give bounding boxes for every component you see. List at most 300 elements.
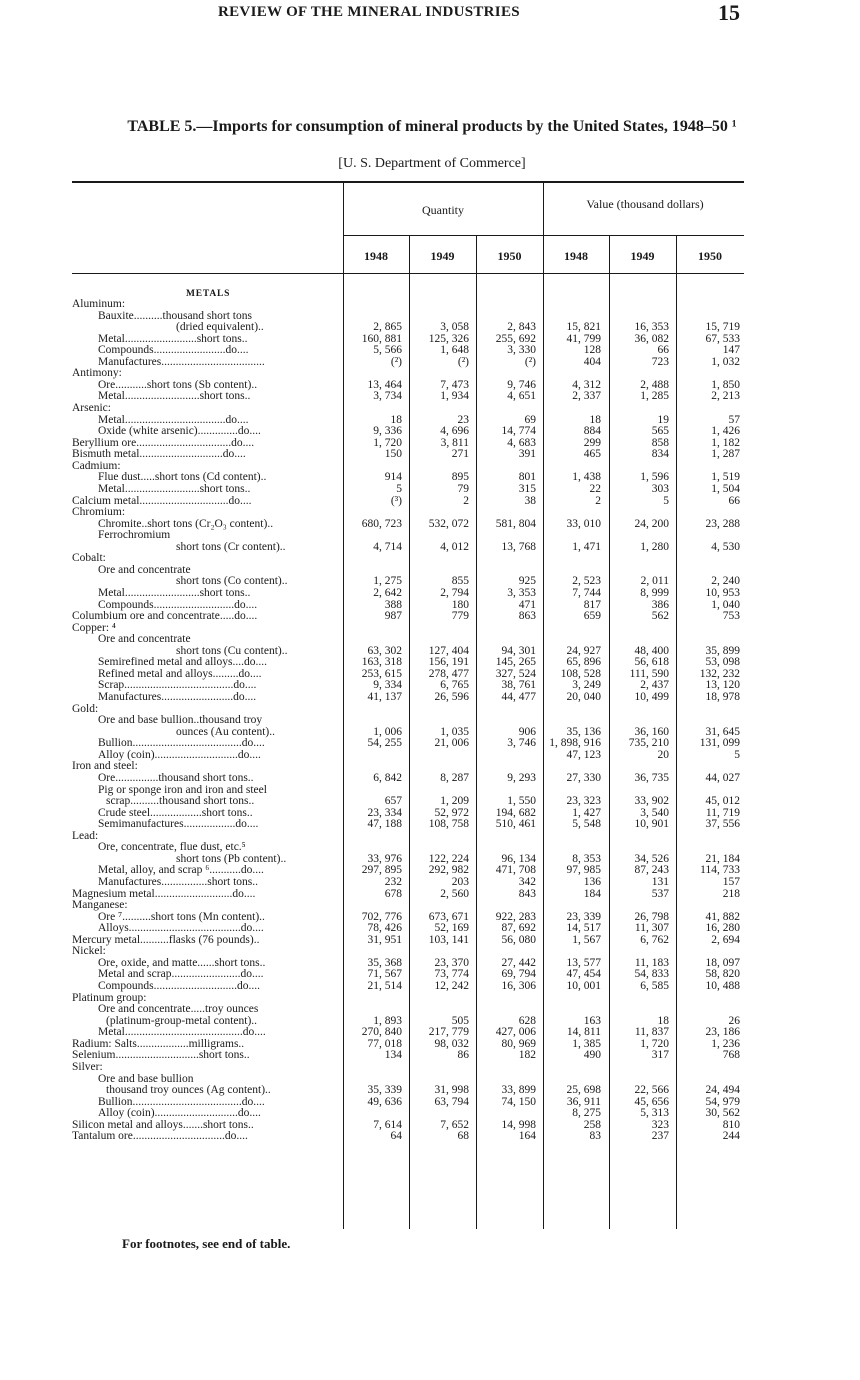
cell-value: 134 [384,1049,402,1062]
cell-value: 21, 514 [367,980,402,993]
cell-value: 15, 821 [566,321,601,334]
cell-value: 659 [583,610,601,623]
cell-value: 87, 692 [501,922,536,935]
cell-value: 2 [463,494,469,507]
row-label: Chromium: [72,507,126,519]
row-label: Bauxite..........thousand short tons [98,310,252,322]
cell-value: 54, 979 [705,1095,740,1108]
row-label: Flue dust.....short tons (Cd content).. [98,472,267,484]
cell-value: 1, 471 [572,540,601,553]
cell-value: 271 [451,448,469,461]
cell-value: 66 [728,494,740,507]
section-label: METALS [186,289,231,299]
cell-value: 27, 442 [501,956,536,969]
row-label: Selenium.............................short tons.. [72,1050,250,1062]
cell-value: 36, 735 [634,771,669,784]
table-row [72,1108,744,1120]
cell-value: 33, 976 [367,852,402,865]
cell-value: 678 [384,887,402,900]
table-row [72,611,744,623]
cell-value: 1, 596 [640,471,669,484]
row-label: scrap..........thousand short tons.. [106,796,255,808]
cell-value: 35, 136 [566,725,601,738]
cell-value: 23, 288 [705,517,740,530]
row-label: Ore...........short tons (Sb content).. [98,379,258,391]
cell-value: 11, 837 [634,1026,669,1039]
cell-value: 1, 182 [711,436,740,449]
cell-value: 33, 899 [501,1084,536,1097]
cell-value: 810 [722,1118,740,1131]
table-row [72,634,744,646]
cell-value: 801 [518,471,536,484]
cell-value: 427, 006 [495,1026,536,1039]
cell-value: 131 [651,876,669,888]
table-row [72,357,744,369]
row-label: Ore ⁷..........short tons (Mn content).. [98,911,265,923]
cell-value: 78, 426 [367,922,402,935]
cell-value: 3, 353 [507,587,536,599]
cell-value: 21, 006 [434,737,469,750]
cell-value: 297, 895 [361,864,402,877]
row-label: short tons (Co content).. [176,576,288,588]
cell-value: 2, 794 [440,587,469,599]
cell-value: 855 [451,575,469,588]
cell-value: 13, 120 [705,679,740,692]
row-label: Silver: [72,1061,103,1073]
cell-value: 147 [722,344,740,357]
cell-value: 2, 523 [572,575,601,588]
table-row [72,1131,744,1143]
cell-value: 8, 353 [572,852,601,865]
cell-value: 843 [518,887,536,900]
cell-value: 47, 188 [367,818,402,831]
cell-value: 895 [451,471,469,484]
table-row [72,588,744,600]
row-label: Compounds.............................do.... [98,981,260,993]
cell-value: 163 [583,1014,601,1027]
cell-value: 37, 556 [705,818,740,831]
cell-value: 1, 275 [373,575,402,588]
cell-value: 94, 301 [501,644,536,657]
cell-value: 18, 978 [705,691,740,704]
cell-value: 6, 585 [640,980,669,993]
cell-value: 323 [651,1118,669,1131]
row-label: Ferrochromium [98,530,171,542]
cell-value: 114, 733 [700,864,740,877]
cell-value: 194, 682 [495,806,536,819]
cell-value: 24, 200 [634,517,669,530]
table-row [72,889,744,901]
row-label: Silicon metal and alloys.......short tons.. [72,1119,254,1131]
quantity-header: Quantity [422,203,464,217]
cell-value: 125, 326 [428,332,469,345]
cell-value: 35, 899 [705,644,740,657]
cell-value: 232 [384,876,402,888]
table-row [72,900,744,912]
row-label: (dried equivalent).. [176,322,264,334]
row-label: Manufactures.................................... [98,356,265,368]
cell-value: 673, 671 [428,910,469,923]
cell-value: 36, 160 [634,725,669,738]
row-label: Manufactures................short tons.. [98,877,259,888]
cell-value: 858 [651,436,669,449]
row-label: Metal and scrap........................do.... [98,969,264,981]
cell-value: 145, 265 [495,656,536,669]
cell-value: 83 [589,1130,601,1143]
cell-value: 74, 150 [501,1095,536,1108]
cell-value: 69, 794 [501,968,536,981]
table-row [72,831,744,843]
cell-value: 10, 953 [705,587,740,599]
table-row [72,1050,744,1062]
table-row [72,553,744,565]
row-label: Arsenic: [72,403,111,415]
cell-value: 45, 012 [705,795,740,808]
year-header: 1948 [364,249,388,263]
cell-value: 20, 040 [566,691,601,704]
cell-value: 1, 006 [373,725,402,738]
cell-value: 54, 255 [367,737,402,750]
value-header: Value (thousand dollars) [586,197,704,211]
year-header: 1950 [698,249,722,263]
row-label: Magnesium metal...........................do.... [72,888,256,900]
year-header: 1949 [430,249,455,263]
cell-value: 14, 998 [501,1118,536,1131]
row-label: Semirefined metal and alloys....do.... [98,657,267,669]
cell-value: 1, 427 [572,806,601,819]
cell-value: 1, 720 [640,1037,669,1050]
table-row [72,496,744,508]
table-row [72,322,744,334]
footnote-reference: For footnotes, see end of table. [122,1236,291,1251]
cell-value: 1, 035 [440,725,469,738]
cell-value: 47, 454 [566,968,601,981]
cell-value: 127, 404 [428,644,469,657]
cell-value: 388 [384,598,402,611]
cell-value: 1, 648 [440,344,469,357]
cell-value: 505 [451,1014,469,1027]
row-label: Antimony: [72,368,122,380]
row-label: Calcium metal...............................do.... [72,495,252,507]
table-row [72,865,744,877]
row-label: Alloys.......................................do.... [98,923,264,935]
cell-value: 9, 336 [373,425,402,438]
cell-value: 218 [722,887,740,900]
cell-value: 779 [451,610,469,623]
table-row [72,692,744,704]
cell-value: 1, 285 [640,390,669,403]
cell-value: 18 [390,413,402,426]
cell-value: 9, 334 [373,679,402,692]
cell-value: 258 [583,1118,601,1131]
row-label: Oxide (white arsenic)..............do.... [98,426,261,438]
cell-value: 4, 530 [711,540,740,553]
cell-value: 3, 058 [440,321,469,334]
cell-value: 2 [595,494,601,507]
row-label: Metal..........................short tons.. [98,483,251,495]
cell-value: 98, 032 [434,1037,469,1050]
table-row [72,403,744,415]
cell-value: 11, 307 [634,922,669,935]
row-label: Metal..........................short tons.. [98,588,251,599]
cell-value: 180 [451,598,469,611]
cell-value: 80, 969 [501,1037,536,1050]
table-row [72,738,744,750]
table-row [72,519,744,531]
cell-value: 16, 280 [705,922,740,935]
table-row [72,1039,744,1051]
row-label: short tons (Cr content).. [176,541,286,553]
cell-value: 13, 464 [367,378,402,391]
cell-value: 136 [583,876,601,888]
cell-value: 66 [657,344,669,357]
row-label: Iron and steel: [72,761,138,773]
cell-value: 3, 746 [507,737,536,750]
row-label: Bullion......................................do.... [98,1096,265,1108]
cell-value: 56, 618 [634,656,669,669]
cell-value: 21, 184 [705,852,740,865]
row-label: thousand troy ounces (Ag content).. [106,1085,271,1097]
table-title: TABLE 5.—Imports for consumption of mineral products by the United States, 1948–50 ¹ [127,118,737,135]
cell-value: 1, 720 [373,436,402,449]
cell-value: 735, 210 [628,737,669,750]
table-row [72,472,744,484]
table-row [72,426,744,438]
cell-value: 24, 494 [705,1084,740,1097]
cell-value: 3, 811 [440,436,469,449]
cell-value: 11, 183 [634,956,669,969]
cell-value: 30, 562 [705,1107,740,1120]
cell-value: 3, 330 [507,344,536,357]
row-label: Tantalum ore................................do.... [72,1131,248,1143]
table-row [72,796,744,808]
year-header: 1950 [497,249,522,263]
cell-value: 1, 438 [572,471,601,484]
cell-value: 914 [384,471,402,484]
cell-value: 2, 560 [440,887,469,900]
row-label: Ore and concentrate [98,634,191,646]
cell-value: 6, 842 [373,771,402,784]
cell-value: 253, 615 [361,667,402,680]
cell-value: 922, 283 [495,910,536,923]
row-label: Chromite..short tons (Cr₂O₃ content).. [98,518,274,530]
cell-value: 41, 137 [367,691,402,704]
cell-value: 11, 719 [705,806,740,819]
cell-value: 2, 865 [373,321,402,334]
table-row [72,623,744,635]
cell-value: 23, 186 [705,1026,740,1039]
cell-value: 68 [457,1130,469,1143]
cell-value: 471 [518,598,536,611]
table-row [72,1120,744,1132]
table-row [72,415,744,427]
cell-value: 97, 985 [566,864,601,877]
cell-value: 1, 934 [440,390,469,403]
cell-value: 3, 249 [572,679,601,692]
cell-value: 184 [583,887,601,900]
cell-value: 562 [651,610,669,623]
row-label: Gold: [72,703,99,715]
cell-value: 278, 477 [428,667,469,680]
cell-value: 65, 896 [566,656,601,669]
cell-value: 5 [663,494,669,507]
table-row [72,923,744,935]
cell-value: 1, 280 [640,540,669,553]
cell-value: 10, 001 [566,980,601,993]
cell-value: 10, 499 [634,691,669,704]
cell-value: 1, 550 [507,795,536,808]
cell-value: 41, 799 [566,332,601,345]
cell-value: 925 [518,575,536,588]
row-label: Bullion......................................do.... [98,738,265,750]
cell-value: 1, 567 [572,933,601,946]
cell-value: 57 [728,413,740,426]
cell-value: 4, 696 [440,425,469,438]
cell-value: 36, 911 [566,1095,601,1108]
cell-value: 41, 882 [705,910,740,923]
cell-value: 299 [583,436,601,449]
cell-value: 160, 881 [361,332,402,345]
cell-value: 834 [651,448,669,461]
row-label: Metal, alloy, and scrap ⁶...........do.... [98,865,264,877]
cell-value: 1, 209 [440,795,469,808]
table-row [72,1004,744,1016]
row-label: ounces (Au content).. [176,726,275,738]
cell-value: 768 [722,1049,740,1062]
cell-value: 237 [651,1130,669,1143]
row-label: Nickel: [72,946,106,958]
row-label: Aluminum: [72,299,126,310]
row-label: Metal.........................short tons.. [98,333,248,345]
cell-value: 54, 833 [634,968,669,981]
table-row [72,935,744,947]
cell-value: 19 [657,413,669,426]
table-row [72,438,744,450]
cell-value: 471, 708 [495,864,536,877]
row-label: Lead: [72,830,99,842]
cell-value: 79 [457,482,469,495]
cell-value: 327, 524 [495,667,536,680]
cell-value: 157 [722,876,740,888]
cell-value: 5, 566 [373,344,402,357]
table-row [72,704,744,716]
cell-value: 71, 567 [367,968,402,981]
cell-value: 35, 339 [367,1084,402,1097]
table-row [72,507,744,519]
cell-value: 680, 723 [361,517,402,530]
cell-value: 33, 010 [566,517,601,530]
cell-value: 103, 141 [428,933,469,946]
cell-value: 45, 656 [634,1095,669,1108]
cell-value: 56, 080 [501,933,536,946]
cell-value: 532, 072 [428,517,469,530]
cell-value: 52, 972 [434,806,469,819]
table-row [72,715,744,727]
cell-value: 386 [651,598,669,611]
table-row [72,449,744,461]
row-label: Ore and concentrate [98,564,191,576]
cell-value: 13, 577 [566,956,601,969]
cell-value: 490 [583,1049,601,1062]
cell-value: 22, 566 [634,1084,669,1097]
cell-value: 182 [518,1049,536,1062]
cell-value: 2, 213 [711,390,740,403]
row-label: Bismuth metal.............................do.... [72,449,246,461]
cell-value: 77, 018 [367,1037,402,1050]
cell-value: 24, 927 [566,644,601,657]
row-label: Alloy (coin).............................do.... [98,749,261,761]
cell-value: 15, 719 [705,321,740,334]
cell-value: 14, 517 [566,922,601,935]
cell-value: 581, 804 [495,517,536,530]
row-label: Metal.........................................do.... [98,1027,266,1039]
cell-value: 2, 642 [373,587,402,599]
cell-value: 53, 098 [705,656,740,669]
cell-value: 1, 236 [711,1037,740,1050]
cell-value: 108, 758 [428,818,469,831]
cell-value: 23 [457,413,469,426]
cell-value: 7, 744 [572,587,601,599]
cell-value: (²) [390,355,402,368]
row-label: Beryllium ore.................................do.... [72,437,255,449]
row-label: Radium: Salts..................milligrams.. [72,1038,245,1050]
cell-value: 342 [518,876,536,888]
cell-value: 4, 683 [507,436,536,449]
row-label: Cadmium: [72,460,121,472]
cell-value: 628 [518,1014,536,1027]
table-row [72,773,744,785]
table-row [72,1062,744,1074]
cell-value: 23, 370 [434,956,469,969]
cell-value: 150 [384,448,402,461]
cell-value: 203 [451,876,469,888]
cell-value: 44, 027 [705,771,740,784]
cell-value: 8, 999 [640,587,669,599]
cell-value: 86 [457,1049,469,1062]
table-row [72,750,744,762]
row-label: Metal..........................short tons.. [98,391,251,403]
cell-value: 31, 951 [367,933,402,946]
table-row [72,334,744,346]
cell-value: 537 [651,887,669,900]
table-row [72,391,744,403]
cell-value: 48, 400 [634,644,669,657]
cell-value: 8, 275 [572,1107,601,1120]
cell-value: 244 [722,1130,740,1143]
cell-value: 31, 998 [434,1084,469,1097]
cell-value: 23, 323 [566,795,601,808]
cell-value: 702, 776 [361,910,402,923]
cell-value: 63, 302 [367,644,402,657]
row-label: Ore and concentrate.....troy ounces [98,1004,259,1016]
cell-value: 156, 191 [428,656,469,669]
cell-value: 1, 504 [711,482,740,495]
table-row [72,345,744,357]
table-row [72,981,744,993]
cell-value: 753 [722,610,740,623]
row-label: short tons (Cu content).. [176,645,288,657]
cell-value: 33, 902 [634,795,669,808]
cell-value: 5 [734,748,740,761]
cell-value: 16, 353 [634,321,669,334]
cell-value: 1, 426 [711,425,740,438]
cell-value: 987 [384,610,402,623]
cell-value: 404 [583,355,601,368]
row-label: Crude steel..................short tons.. [98,807,253,819]
cell-value: 128 [583,344,601,357]
cell-value: 2, 488 [640,378,669,391]
row-label: Mercury metal..........flasks (76 pounds).. [72,934,260,946]
